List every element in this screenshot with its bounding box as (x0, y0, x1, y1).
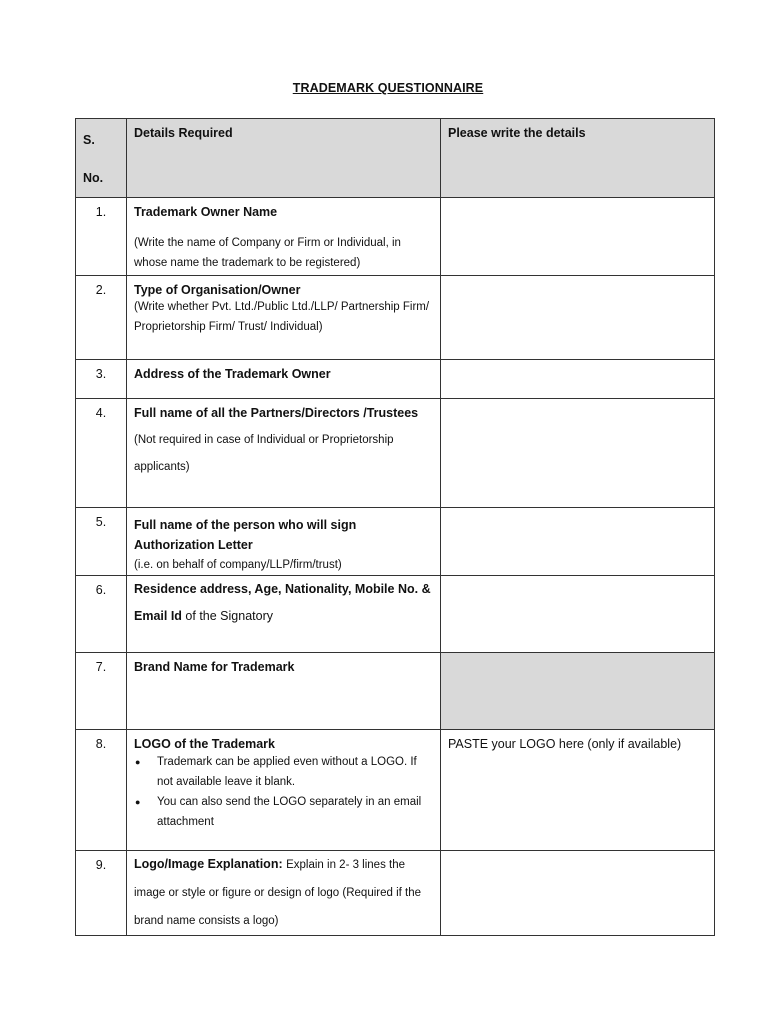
row-number: 5. (76, 508, 127, 576)
row-details (127, 508, 441, 576)
answer-cell[interactable] (441, 576, 715, 653)
bullet-item: ● You can also send the LOGO separately in an email attachment (157, 792, 434, 832)
answer-cell[interactable] (441, 276, 715, 360)
detail-note: (Write whether Pvt. Ltd./Public Ltd./LLP/ Partnership Firm/ Proprietorship Firm/ Trust/ Individual) (134, 301, 430, 333)
header-sno: S. No. (76, 119, 127, 198)
row-number: 6. (76, 576, 127, 653)
detail-label: Logo/Image Explanation: (134, 857, 283, 871)
answer-cell[interactable] (441, 360, 715, 399)
document-title: TRADEMARK QUESTIONNAIRE (292, 81, 484, 95)
table-row (76, 508, 715, 576)
row-details (127, 399, 441, 508)
detail-label: Brand Name for Trademark (127, 653, 441, 730)
row-details (127, 276, 441, 360)
row-number: 3. (76, 360, 127, 399)
table-row (76, 653, 715, 730)
bullet-item: ● Trademark can be applied even without a LOGO. If not available leave it blank. (157, 752, 434, 792)
detail-label: Type of Organisation/Owner (134, 283, 301, 297)
detail-note: (i.e. on behalf of company/LLP/firm/trust) (134, 559, 342, 571)
row-number: 4. (76, 399, 127, 508)
table-row (76, 276, 715, 360)
row-number: 8. (76, 730, 127, 851)
logo-paste-cell[interactable]: PASTE your LOGO here (only if available) (441, 730, 715, 851)
row-number: 1. (76, 198, 127, 276)
bullet-list (134, 752, 434, 832)
header-please-write: Please write the details (441, 119, 715, 198)
answer-cell[interactable] (441, 198, 715, 276)
answer-cell-shaded[interactable] (441, 653, 715, 730)
detail-note: (Not required in case of Individual or Proprietorship applicants) (134, 434, 394, 473)
table-row (76, 360, 715, 399)
row-number: 7. (76, 653, 127, 730)
detail-label: Trademark Owner Name (134, 205, 278, 219)
detail-label: Address of the Trademark Owner (127, 360, 441, 399)
table-row (76, 576, 715, 653)
detail-label: Full name of all the Partners/Directors /Trustees (134, 406, 419, 420)
row-details (127, 198, 441, 276)
table-row (76, 198, 715, 276)
detail-note: (Write the name of Company or Firm or Individual, in whose name the trademark to be registered) (134, 237, 401, 269)
row-details (127, 730, 441, 851)
answer-cell[interactable] (441, 399, 715, 508)
table-row (76, 730, 715, 851)
questionnaire-table (75, 118, 715, 936)
row-details (127, 576, 441, 653)
table-header-row (76, 119, 715, 198)
detail-label: Full name of the person who will sign Authorization Letter (134, 518, 357, 552)
answer-cell[interactable] (441, 851, 715, 936)
table-row (76, 851, 715, 936)
table-row (76, 399, 715, 508)
row-number: 2. (76, 276, 127, 360)
row-details (127, 851, 441, 936)
row-number: 9. (76, 851, 127, 936)
detail-note: Explain in 2- 3 lines the image or style or figure or design of logo (Required if the brand name consists a logo) (134, 859, 422, 927)
detail-note: of the Signatory (185, 609, 273, 623)
header-details-required: Details Required (127, 119, 441, 198)
detail-label: LOGO of the Trademark (134, 737, 276, 751)
answer-cell[interactable] (441, 508, 715, 576)
detail-label: Residence address, Age, Nationality, Mobile No. & Email Id (134, 582, 431, 623)
